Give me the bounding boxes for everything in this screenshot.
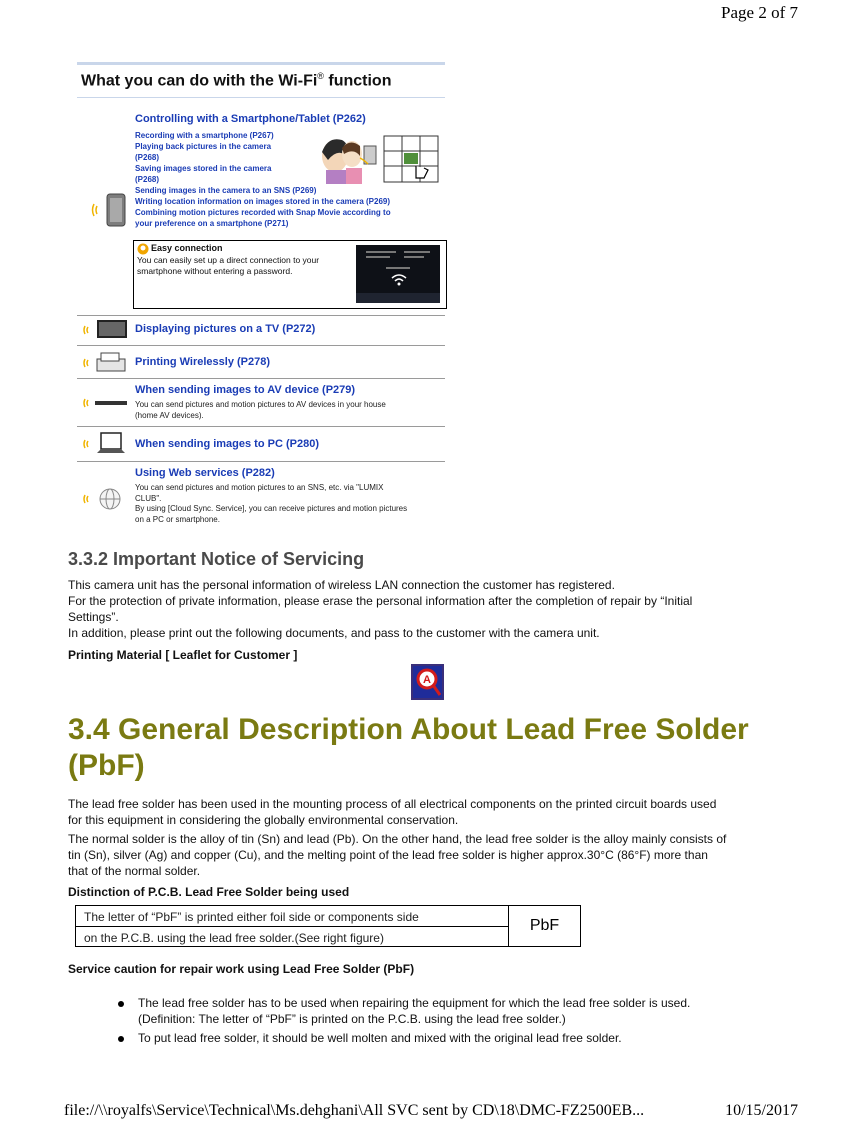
pc-item: When sending images to PC (P280) [135, 438, 319, 450]
pbf-description-line: The letter of “PbF” is printed either foil side or components side [84, 910, 419, 924]
pbf-description-cell [76, 906, 509, 946]
smartphone-item: Sending images in the camera to an SNS (P269) [135, 186, 317, 195]
footer-date: 10/15/2017 [725, 1102, 798, 1119]
servicing-paragraph: This camera unit has the personal information of wireless LAN connection the customer has registered. For the protection of private information, please erase the personal information after the completion of repair by “Initial Settings”. In addition, please print out the following documents, and pass to the customer with the camera unit. [68, 578, 693, 640]
smartphone-item: your preference on a smartphone (P271) [135, 219, 289, 228]
printing-material-label: Printing Material [ Leaflet for Customer ] [68, 648, 298, 662]
info-bulb-icon [137, 243, 149, 255]
tv-icon [83, 318, 129, 342]
smartphone-item: Playing back pictures in the camera [135, 142, 272, 151]
pc-icon [83, 431, 129, 457]
smartphone-icon [91, 192, 131, 228]
smartphone-item: Saving images stored in the camera [135, 164, 272, 173]
svg-text:A: A [423, 674, 431, 686]
web-heading: Using Web services (P282) [135, 467, 275, 479]
smartphone-item: Combining motion pictures recorded with Snap Movie according to [135, 208, 391, 217]
solder-alloy-paragraph: The normal solder is the alloy of tin (Sn) and lead (Pb). On the other hand, the lead free solder is the alloy mainly consists of tin (Sn), silver (Ag) and copper (Cu), and the melting point of the lead free solder is higher approx.30°C (86°F) more than that of the normal solder. [68, 832, 727, 878]
easy-connection-title: Easy connection [151, 243, 223, 253]
smartphone-item: Writing location information on images stored in the camera (P269) [135, 197, 391, 206]
row-divider [77, 426, 445, 427]
wifi-figure-title: What you can do with the Wi-Fi® function [81, 71, 392, 90]
row-divider [77, 345, 445, 346]
wifi-signal-icon [390, 273, 408, 287]
service-caution-label: Service caution for repair work using Lead Free Solder (PbF) [68, 962, 415, 976]
wifi-function-figure [77, 62, 445, 544]
globe-icon [83, 486, 129, 512]
smartphone-heading: Controlling with a Smartphone/Tablet (P262) [135, 113, 366, 125]
leaflet-link-icon[interactable] [411, 664, 444, 700]
pbf-cell-divider [76, 926, 508, 927]
smartphone-item: (P268) [135, 175, 160, 184]
smartphone-item: Recording with a smartphone (P267) [135, 131, 274, 140]
page-number: Page 2 of 7 [721, 3, 798, 22]
pbf-marking-table [75, 905, 581, 947]
camera-screen-image [356, 245, 440, 303]
row-divider [77, 378, 445, 379]
section-3-3-2-heading: 3.3.2 Important Notice of Servicing [68, 549, 365, 569]
smartphone-usage-illustration [320, 134, 442, 186]
smartphone-item: (P268) [135, 153, 160, 162]
av-device-icon [83, 395, 129, 411]
av-heading: When sending images to AV device (P279) [135, 384, 356, 396]
print-item: Printing Wirelessly (P278) [135, 356, 271, 368]
row-divider [77, 315, 445, 316]
tv-item: Displaying pictures on a TV (P272) [135, 323, 316, 335]
caution-list [118, 995, 798, 1049]
footer-file-path: file://\\royalfs\Service\Technical\Ms.dehghani\All SVC sent by CD\18\DMC-FZ2500EB... [64, 1102, 645, 1119]
av-description: You can send pictures and motion pictures to AV devices in your house (home AV devices). [135, 400, 386, 420]
list-item: To put lead free solder, it should be well molten and mixed with the original lead free solder. [118, 1030, 798, 1046]
row-divider [77, 461, 445, 462]
web-description: You can send pictures and motion pictures to an SNS, etc. via "LUMIX CLUB". By using [Cloud Sync. Service], you can receive pictures and motion pictures on a PC or smartphone. [135, 483, 408, 524]
printer-icon [83, 351, 129, 375]
easy-connection-box [133, 240, 447, 309]
pbf-description-line: on the P.C.B. using the lead free solder.(See right figure) [84, 931, 384, 945]
pbf-mark-cell: PbF [529, 917, 560, 934]
list-item: The lead free solder has to be used when repairing the equipment for which the lead free solder is used. (Definition: The letter of “PbF” is printed on the P.C.B. using the lead free solder.) [118, 995, 798, 1027]
figure-top-rule [77, 62, 445, 65]
pcb-distinction-label: Distinction of P.C.B. Lead Free Solder being used [68, 885, 350, 899]
figure-title-rule [77, 97, 445, 98]
easy-connection-text: You can easily set up a direct connection to your smartphone without entering a password. [137, 255, 320, 276]
lead-free-intro-paragraph: The lead free solder has been used in the mounting process of all electrical components on the printed circuit boards used for this equipment in considering the globally environmental conservation. [68, 797, 717, 827]
section-3-4-heading: 3.4 General Description About Lead Free Solder (PbF) [68, 713, 749, 782]
